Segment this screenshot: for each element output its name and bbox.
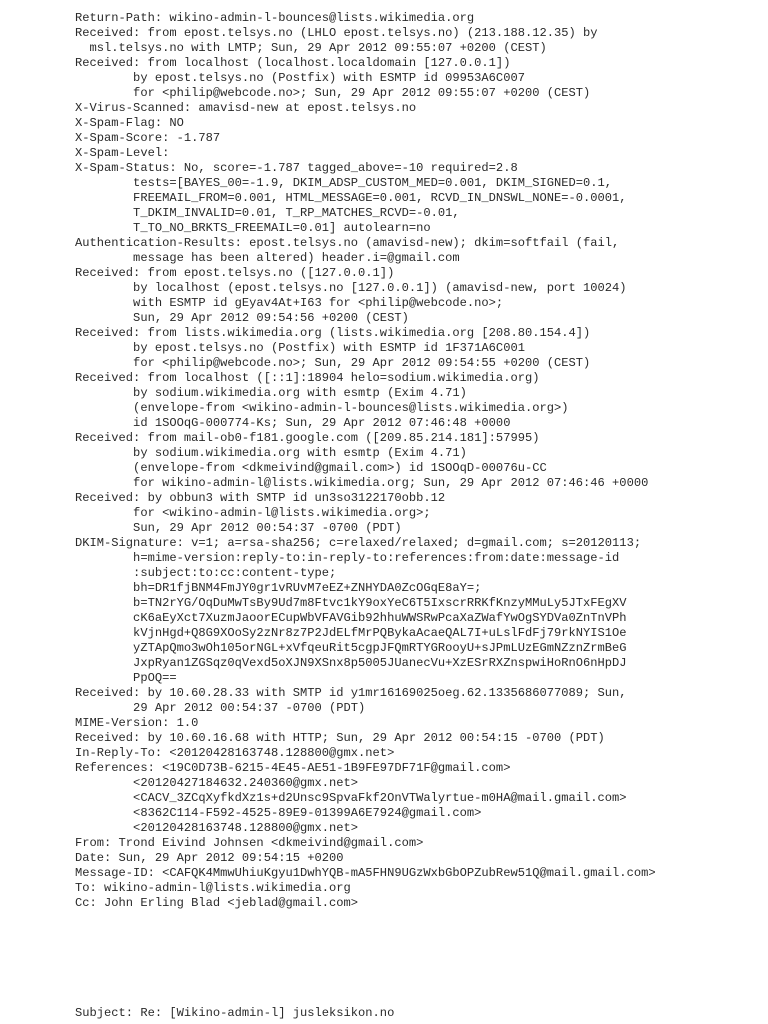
header-line: for <philip@webcode.no>; Sun, 29 Apr 2012 09:55:07 +0200 (CEST): [75, 86, 591, 100]
header-line: X-Spam-Score: -1.787: [75, 131, 221, 145]
header-line: yZTApQmo3wOh105orNGL+xVfqeuRit5cgpJFQmRTYGRooyU+sJPmLUzEGmNZznZrmBeG: [75, 641, 627, 655]
header-line: <CACV_3ZCqXyfkdXz1s+d2Unsc9SpvaFkf2OnVTWalyrtue-m0HA@mail.gmail.com>: [75, 791, 627, 805]
header-line: JxpRyan1ZGSqz0qVexd5oXJN9XSnx8p5005JUanecVu+XzESrRXZnspwiHoRnO6nHpDJ: [75, 656, 627, 670]
header-line: Received: from localhost ([::1]:18904 helo=sodium.wikimedia.org): [75, 371, 540, 385]
header-line: MIME-Version: 1.0: [75, 716, 199, 730]
header-line: message has been altered) header.i=@gmail.com: [75, 251, 460, 265]
header-line: msl.telsys.no with LMTP; Sun, 29 Apr 2012 09:55:07 +0200 (CEST): [75, 41, 547, 55]
header-line: To: wikino-admin-l@lists.wikimedia.org: [75, 881, 351, 895]
header-line: Date: Sun, 29 Apr 2012 09:54:15 +0200: [75, 851, 344, 865]
header-line: Received: by 10.60.28.33 with SMTP id y1mr16169025oeg.62.1335686077089; Sun,: [75, 686, 627, 700]
header-line: <20120427184632.240360@gmx.net>: [75, 776, 359, 790]
header-line: X-Spam-Level:: [75, 146, 170, 160]
header-line: Received: from epost.telsys.no (LHLO epost.telsys.no) (213.188.12.35) by: [75, 26, 598, 40]
header-line: by sodium.wikimedia.org with esmtp (Exim 4.71): [75, 386, 467, 400]
header-line: FREEMAIL_FROM=0.001, HTML_MESSAGE=0.001, RCVD_IN_DNSWL_NONE=-0.0001,: [75, 191, 627, 205]
email-raw-headers: [75, 11, 656, 911]
header-line: by sodium.wikimedia.org with esmtp (Exim 4.71): [75, 446, 467, 460]
header-line: <8362C114-F592-4525-89E9-01399A6E7924@gmail.com>: [75, 806, 482, 820]
header-line: T_DKIM_INVALID=0.01, T_RP_MATCHES_RCVD=-0.01,: [75, 206, 460, 220]
header-line: (envelope-from <wikino-admin-l-bounces@lists.wikimedia.org>): [75, 401, 569, 415]
header-line: Cc: John Erling Blad <jeblad@gmail.com>: [75, 896, 359, 910]
header-line: 29 Apr 2012 00:54:37 -0700 (PDT): [75, 701, 366, 715]
header-line: T_TO_NO_BRKTS_FREEMAIL=0.01] autolearn=no: [75, 221, 431, 235]
header-line: PpOQ==: [75, 671, 177, 685]
header-line: Sun, 29 Apr 2012 00:54:37 -0700 (PDT): [75, 521, 402, 535]
header-line: Received: from mail-ob0-f181.google.com ([209.85.214.181]:57995): [75, 431, 540, 445]
header-line: tests=[BAYES_00=-1.9, DKIM_ADSP_CUSTOM_MED=0.001, DKIM_SIGNED=0.1,: [75, 176, 613, 190]
header-line: Received: by 10.60.16.68 with HTTP; Sun, 29 Apr 2012 00:54:15 -0700 (PDT): [75, 731, 605, 745]
header-line: <20120428163748.128800@gmx.net>: [75, 821, 359, 835]
header-line: Message-ID: <CAFQK4MmwUhiuKgyu1DwhYQB-mA5FHN9UGzWxbGbOPZubRew51Q@mail.gmail.com>: [75, 866, 656, 880]
header-line: DKIM-Signature: v=1; a=rsa-sha256; c=relaxed/relaxed; d=gmail.com; s=20120113;: [75, 536, 642, 550]
header-line: Received: from localhost (localhost.localdomain [127.0.0.1]): [75, 56, 511, 70]
header-line: by localhost (epost.telsys.no [127.0.0.1]) (amavisd-new, port 10024): [75, 281, 627, 295]
header-line: id 1SOOqG-000774-Ks; Sun, 29 Apr 2012 07:46:48 +0000: [75, 416, 511, 430]
header-line: From: Trond Eivind Johnsen <dkmeivind@gmail.com>: [75, 836, 424, 850]
header-line: In-Reply-To: <20120428163748.128800@gmx.net>: [75, 746, 395, 760]
header-line: (envelope-from <dkmeivind@gmail.com>) id 1SOOqD-00076u-CC: [75, 461, 547, 475]
header-line: References: <19C0D73B-6215-4E45-AE51-1B9FE97DF71F@gmail.com>: [75, 761, 511, 775]
header-line: bh=DR1fjBNM4FmJY0gr1vRUvM7eEZ+ZNHYDA0ZcOGqE8aY=;: [75, 581, 482, 595]
header-line: Received: from epost.telsys.no ([127.0.0.1]): [75, 266, 395, 280]
header-line: Received: from lists.wikimedia.org (lists.wikimedia.org [208.80.154.4]): [75, 326, 591, 340]
header-line: for <wikino-admin-l@lists.wikimedia.org>;: [75, 506, 431, 520]
header-line: X-Spam-Flag: NO: [75, 116, 184, 130]
header-line: by epost.telsys.no (Postfix) with ESMTP id 09953A6C007: [75, 71, 525, 85]
header-line: cK6aEyXct7XuzmJaoorECupWbVFAVGib92hhuWWSRwPcaXaZWafYwOgSYDVa0ZnTnVPh: [75, 611, 627, 625]
email-subject-line: Subject: Re: [Wikino-admin-l] jusleksikon.no: [75, 1006, 395, 1020]
header-line: Sun, 29 Apr 2012 09:54:56 +0200 (CEST): [75, 311, 409, 325]
header-line: Return-Path: wikino-admin-l-bounces@lists.wikimedia.org: [75, 11, 475, 25]
header-line: h=mime-version:reply-to:in-reply-to:references:from:date:message-id: [75, 551, 620, 565]
header-line: :subject:to:cc:content-type;: [75, 566, 337, 580]
header-line: for <philip@webcode.no>; Sun, 29 Apr 2012 09:54:55 +0200 (CEST): [75, 356, 591, 370]
header-line: Authentication-Results: epost.telsys.no (amavisd-new); dkim=softfail (fail,: [75, 236, 620, 250]
header-line: X-Virus-Scanned: amavisd-new at epost.telsys.no: [75, 101, 417, 115]
header-line: X-Spam-Status: No, score=-1.787 tagged_above=-10 required=2.8: [75, 161, 518, 175]
header-line: kVjnHgd+Q8G9XOoSy2zNr8z7P2JdELfMrPQBykaAcaeQAL7I+uLslFdFj79rkNYIS1Oe: [75, 626, 627, 640]
header-line: by epost.telsys.no (Postfix) with ESMTP id 1F371A6C001: [75, 341, 525, 355]
header-line: Received: by obbun3 with SMTP id un3so3122170obb.12: [75, 491, 446, 505]
header-line: with ESMTP id gEyav4At+I63 for <philip@webcode.no>;: [75, 296, 504, 310]
header-line: for wikino-admin-l@lists.wikimedia.org; Sun, 29 Apr 2012 07:46:46 +0000: [75, 476, 649, 490]
header-line: b=TN2rYG/OqDuMwTsBy9Ud7m8Ftvc1kY9oxYeC6T5IxscrRRKfKnzyMMuLy5JTxFEgXV: [75, 596, 627, 610]
